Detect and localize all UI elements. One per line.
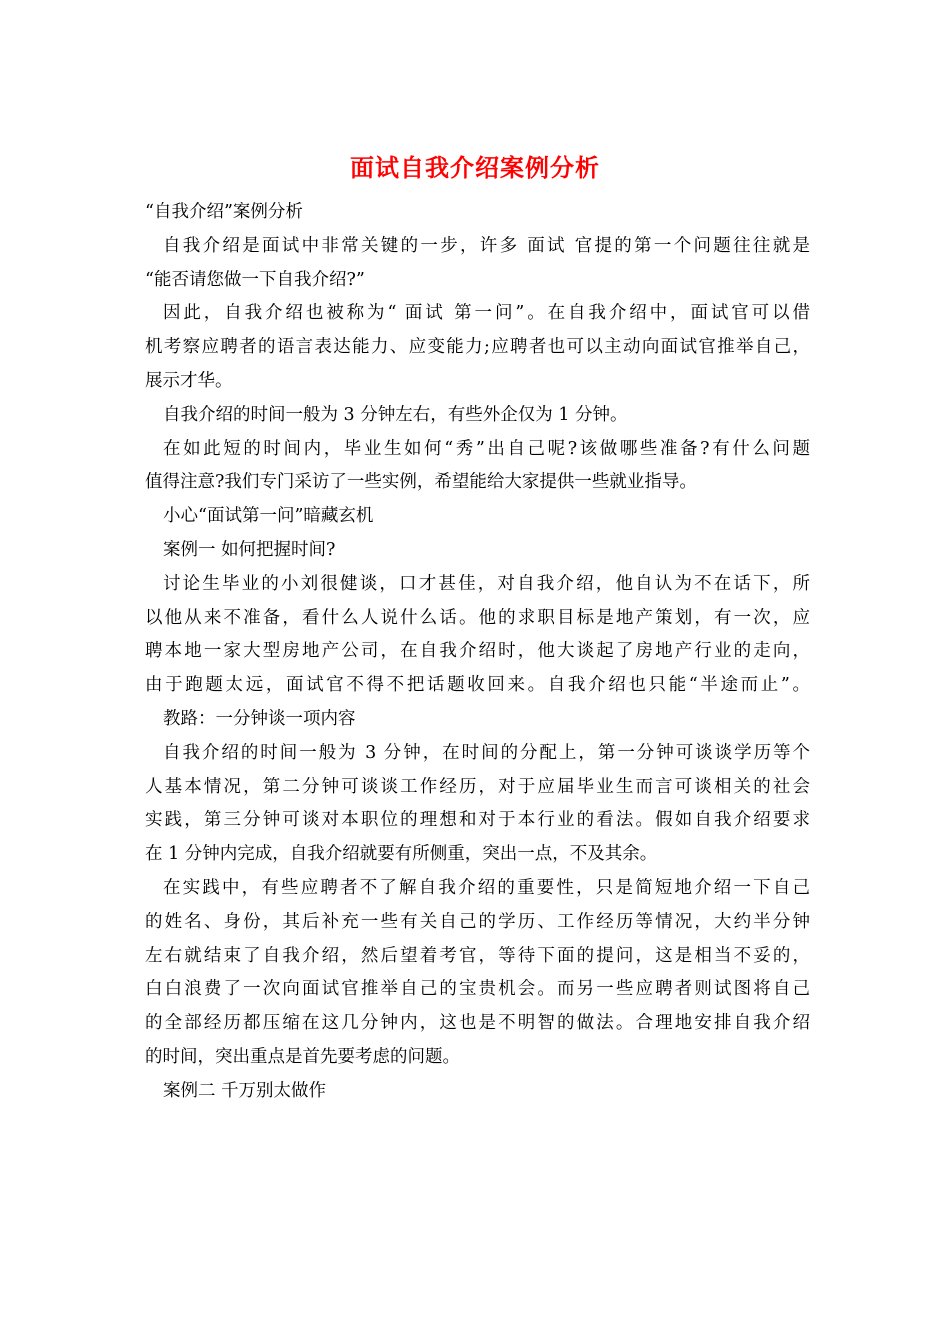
text-line: 展示才华。 <box>145 370 233 391</box>
document-title: 面试自我介绍案例分析 <box>350 153 600 182</box>
text-line: “能否请您做一下自我介绍?” <box>145 269 365 290</box>
text-line: 由于跑题太远，面试官不得不把话题收回来。自我介绍也只能“半途而止”。 <box>145 675 810 696</box>
text-line: “自我介绍”案例分析 <box>145 202 303 222</box>
text-line: 在如此短的时间内，毕业生如何“秀”出自己呢?该做哪些准备?有什么问题 <box>163 438 810 459</box>
text-line: 实践，第三分钟可谈对本职位的理想和对于本行业的看法。假如自我介绍要求 <box>145 810 810 831</box>
text-line: 自我介绍的时间一般为 3 分钟左右，有些外企仅为 1 分钟。 <box>163 404 628 425</box>
text-line: 自我介绍是面试中非常关键的一步，许多 面试 官提的第一个问题往往就是 <box>163 235 810 256</box>
text-line: 的姓名、身份，其后补充一些有关自己的学历、工作经历等情况，大约半分钟 <box>145 911 810 932</box>
document-body <box>145 196 810 1109</box>
text-line: 在 1 分钟内完成，自我介绍就要有所侧重，突出一点，不及其余。 <box>145 844 658 865</box>
text-line: 机考察应聘者的语言表达能力、应变能力;应聘者也可以主动向面试官推举自己， <box>145 337 810 358</box>
text-line: 在实践中，有些应聘者不了解自我介绍的重要性，只是简短地介绍一下自己 <box>163 877 810 898</box>
text-line: 白白浪费了一次向面试官推举自己的宝贵机会。而另一些应聘者则试图将自己 <box>145 979 810 1000</box>
text-line: 的全部经历都压缩在这几分钟内，这也是不明智的做法。合理地安排自我介绍 <box>145 1013 810 1034</box>
text-line: 因此，自我介绍也被称为“ 面试 第一问”。在自我介绍中，面试官可以借 <box>163 303 810 324</box>
text-line: 值得注意?我们专门采访了一些实例，希望能给大家提供一些就业指导。 <box>145 472 697 493</box>
text-line: 案例二 千万别太做作 <box>163 1080 327 1101</box>
text-line: 左右就结束了自我介绍，然后望着考官，等待下面的提问，这是相当不妥的， <box>145 945 810 966</box>
text-line: 聘本地一家大型房地产公司，在自我介绍时，他大谈起了房地产行业的走向， <box>145 641 810 662</box>
text-line: 自我介绍的时间一般为 3 分钟，在时间的分配上，第一分钟可谈谈学历等个 <box>163 742 810 763</box>
text-line: 教路：一分钟谈一项内容 <box>163 708 356 729</box>
text-line: 以他从来不准备，看什么人说什么话。他的求职目标是地产策划，有一次，应 <box>145 607 810 628</box>
text-line: 案例一 如何把握时间? <box>163 539 336 560</box>
text-line: 小心“面试第一问”暗藏玄机 <box>163 506 374 527</box>
text-line: 讨论生毕业的小刘很健谈，口才甚佳，对自我介绍，他自认为不在话下，所 <box>163 573 810 594</box>
text-line: 人基本情况，第二分钟可谈谈工作经历，对于应届毕业生而言可谈相关的社会 <box>145 776 810 797</box>
text-line: 的时间，突出重点是首先要考虑的问题。 <box>145 1046 460 1067</box>
